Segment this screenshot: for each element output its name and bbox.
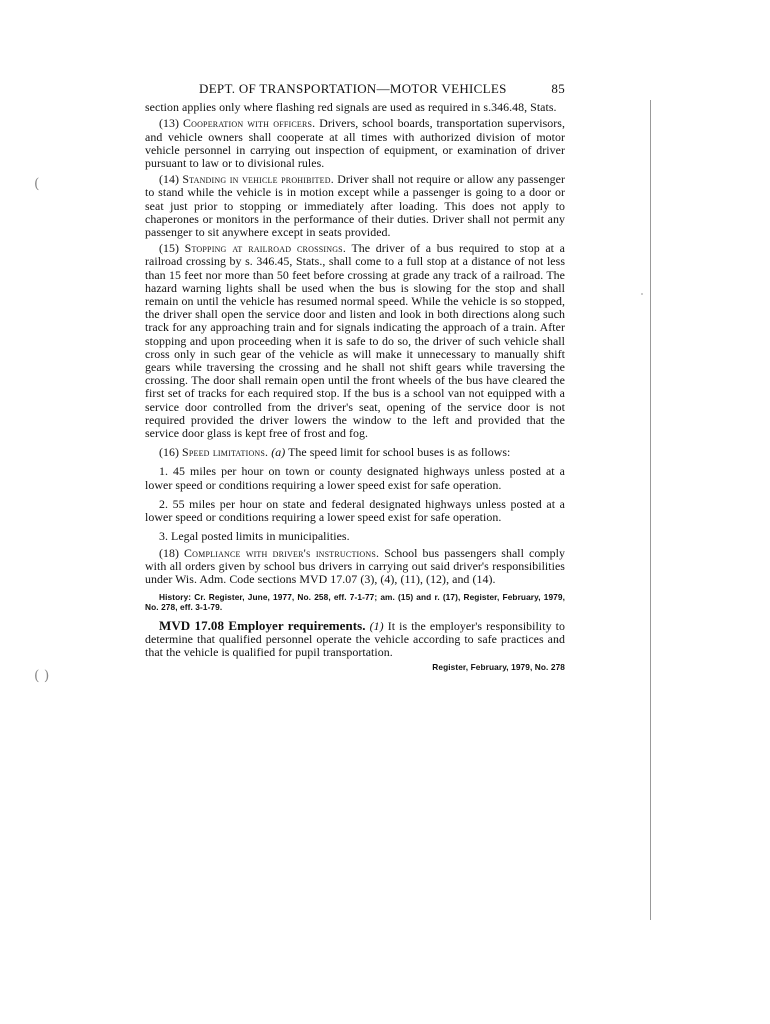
speed-item-2: 2. 55 miles per hour on state and federal designated highways unless posted at a lower speed or conditions requiring a lower speed exist for safe operation. [145, 496, 565, 525]
section-heading: Cooperation with officers. [182, 116, 316, 131]
rule-text: It is the employer's responsibility to determine that qualified personnel operate the vehicle according to safe practices and that the vehicle is qualified for pupil transportation. [145, 618, 565, 659]
running-header [145, 82, 565, 95]
intro-text: section applies only where flashing red signals are used as required in s.346.48, Stats. [145, 100, 557, 115]
section-13 [145, 117, 565, 170]
speed-item-1: 1. 45 miles per hour on town or county designated highways unless posted at a lower speed or conditions requiring a lower speed exist for safe operation. [145, 464, 565, 492]
margin-bracket-mark: ( ) [34, 668, 50, 684]
section-text: School bus passengers shall comply with all orders given by school bus drivers in carrying out said driver's responsibilities under Wis. Adm. Code sections MVD 17.07 (3), (4), (11), (12), and (14). [145, 545, 565, 586]
right-margin-rule [650, 100, 651, 920]
header-title: DEPT. OF TRANSPORTATION—MOTOR VEHICLES [199, 81, 507, 96]
section-number: (14) [159, 172, 180, 187]
section-16 [145, 446, 565, 459]
section-text: Drivers, school boards, transportation supervisors, and vehicle owners shall cooperate at all times with authorized division of motor vehicle personnel in carrying out inspection of equipment, or examination of driver pursuant to law or to divisional rules. [145, 116, 565, 171]
history-lead: History: [159, 592, 192, 603]
subsection-letter: (a) [271, 445, 286, 460]
history-note [145, 592, 565, 612]
page-number: 85 [551, 81, 565, 96]
section-heading: Compliance with driver's instructions. [184, 545, 380, 560]
section-number: (18) [159, 545, 180, 560]
section-14 [145, 173, 565, 239]
subsection-number: (1) [369, 618, 384, 633]
section-heading: Stopping at railroad crossings. [184, 241, 347, 256]
register-footer: Register, February, 1979, No. 278 [432, 662, 565, 673]
section-heading: Speed limitations. [182, 445, 269, 460]
section-text: The speed limit for school buses is as follows: [288, 445, 511, 460]
section-18 [145, 547, 565, 587]
speed-item-3: 3. Legal posted limits in municipalities. [159, 529, 350, 544]
margin-bracket-mark: ( [34, 176, 40, 192]
section-text: Driver shall not require or allow any passenger to stand while the vehicle is in motion except while a passenger is going to a door or seat just prior to stopping or immediately after loading. This does not apply to chaperones or monitors in the performance of their duties. Driver shall not permit any passenger to sit anywhere except in seats provided. [145, 172, 566, 240]
section-heading: Standing in vehicle prohibited. [182, 172, 334, 187]
rule-title: MVD 17.08 Employer requirements. [159, 617, 366, 633]
mvd-17-08 [145, 619, 565, 660]
section-text: The driver of a bus required to stop at a railroad crossing by s. 346.45, Stats., shall come to a full stop at a distance of not less than 15 feet nor more than 50 feet before crossing at grade any track of a railroad. The hazard warning lights shall be used when the bus is slowing for the stop and shall remain on until the vehicle has resumed normal speed. While the vehicle is so stopped, the driver shall open the service door and listen and look in both directions along such track for any approaching train and for signals indicating the approach of a train. After stopping and upon proceeding when it is safe to do so, the driver of such vehicle shall cross only in such gear of the vehicle as will make it unnecessary to manually shift gears while traversing the crossing and he shall not shift gears while traversing the crossing. The door shall remain open until the front wheels of the bus have cleared the first set of tracks for each required stop. If the bus is a school van not equipped with a service door controlled from the driver's seat, opening of the service door is not required provided the driver lowers the window to the left and provided that the service door glass is kept free of frost and fog. [145, 241, 565, 441]
history-text: Cr. Register, June, 1977, No. 258, eff. 7-1-77; am. (15) and r. (17), Register, February, 1979, No. 278, eff. 3-1-79. [145, 592, 565, 613]
document-page [145, 82, 565, 674]
section-number: (13) [159, 116, 180, 131]
section-number: (16) [159, 445, 180, 460]
section-15 [145, 242, 565, 440]
section-number: (15) [159, 241, 180, 256]
margin-speck [641, 293, 643, 295]
